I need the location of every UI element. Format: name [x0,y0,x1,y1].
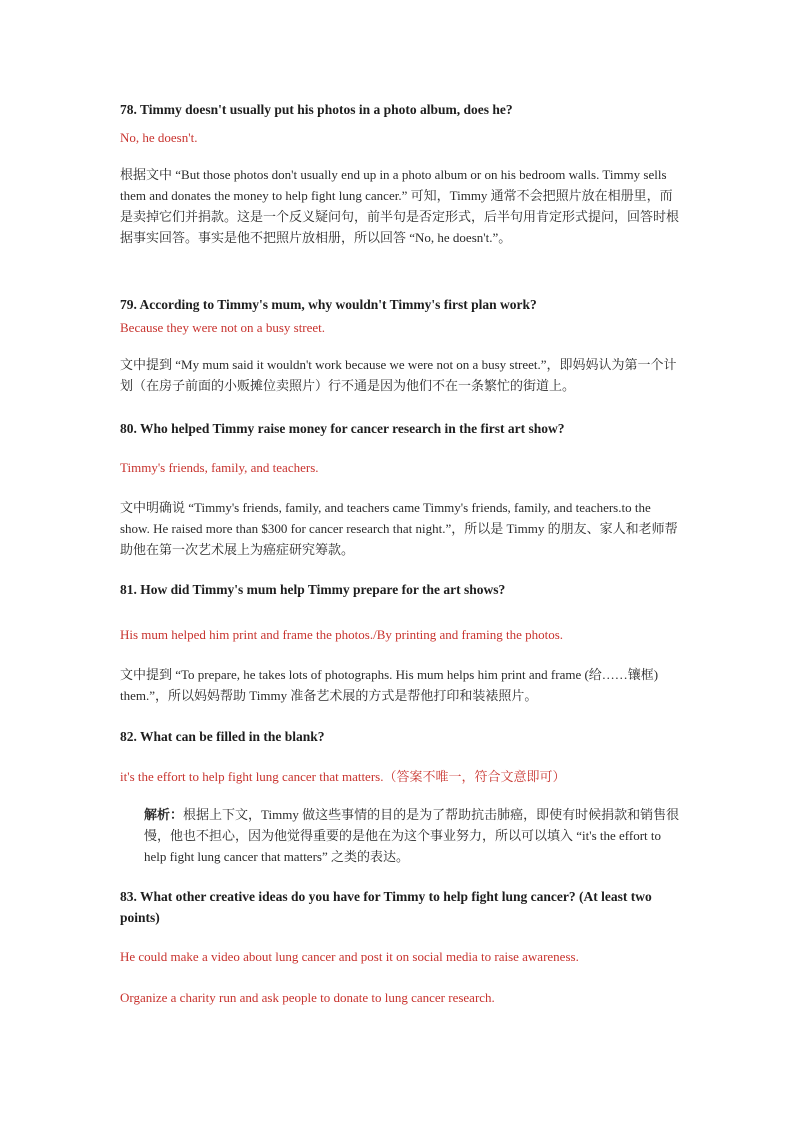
question-81: 81. How did Timmy's mum help Timmy prepare for the art shows? [120,582,506,597]
answer-83-2: Organize a charity run and ask people to donate to lung cancer research. [120,990,495,1005]
question-82: 82. What can be filled in the blank? [120,729,325,744]
explanation-81: 文中提到 “To prepare, he takes lots of photographs. His mum helps him print and frame (给……镶框) them.”，所以妈妈帮助 Timmy 准备艺术展的方式是帮他打印和装裱照片。 [120,667,659,703]
answer-79: Because they were not on a busy street. [120,320,326,335]
answer-82: it's the effort to help fight lung cancer that matters.（答案不唯一，符合文意即可） [120,769,566,784]
question-80: 80. Who helped Timmy raise money for cancer research in the first art show? [120,421,565,436]
answer-80: Timmy's friends, family, and teachers. [120,460,319,475]
answer-83-1: He could make a video about lung cancer and post it on social media to raise awareness. [120,949,579,964]
question-79: 79. According to Timmy's mum, why wouldn't Timmy's first plan work? [120,297,537,312]
explanation-label: 解析： [144,807,184,822]
question-83: 83. What other creative ideas do you have for Timmy to help fight lung cancer? (At least two points) [120,889,652,925]
question-78: 78. Timmy doesn't usually put his photos in a photo album, does he? [120,102,513,117]
explanation-80: 文中明确说 “Timmy's friends, family, and teachers came Timmy's friends, family, and teachers.to the show. He raised more than $300 for cancer research that night.”，所以是 Timmy 的朋友、家人和老师帮助他在第一次艺术展上为癌症研究筹款。 [120,500,678,557]
explanation-79: 文中提到 “My mum said it wouldn't work because we were not on a busy street.”，即妈妈认为第一个计划（在房子前面的小贩摊位卖照片）行不通是因为他们不在一条繁忙的街道上。 [120,357,677,393]
explanation-78: 根据文中 “But those photos don't usually end up in a photo album or on his bedroom walls. Timmy sells them and donates the money to help fight lung cancer.” 可知，Timmy 通常不会把照片放在相册里，而是卖掉它们并捐款。这是一个反义疑问句，前半句是否定形式，后半句用肯定形式提问，回答时根据事实回答。事实是他不把照片放相册，所以回答 “No, he doesn't.”。 [120,167,680,245]
answer-81: His mum helped him print and frame the photos./By printing and framing the photos. [120,627,564,642]
explanation-82-text: 根据上下文，Timmy 做这些事情的目的是为了帮助抗击肺癌，即使有时候捐款和销售很慢，他也不担心，因为他觉得重要的是他在为这个事业努力，所以可以填入 “it's the effort to help fight lung cancer that matters” 之类的表达。 [144,807,680,864]
explanation-82 [144,804,680,867]
answer-78: No, he doesn't. [120,130,198,145]
